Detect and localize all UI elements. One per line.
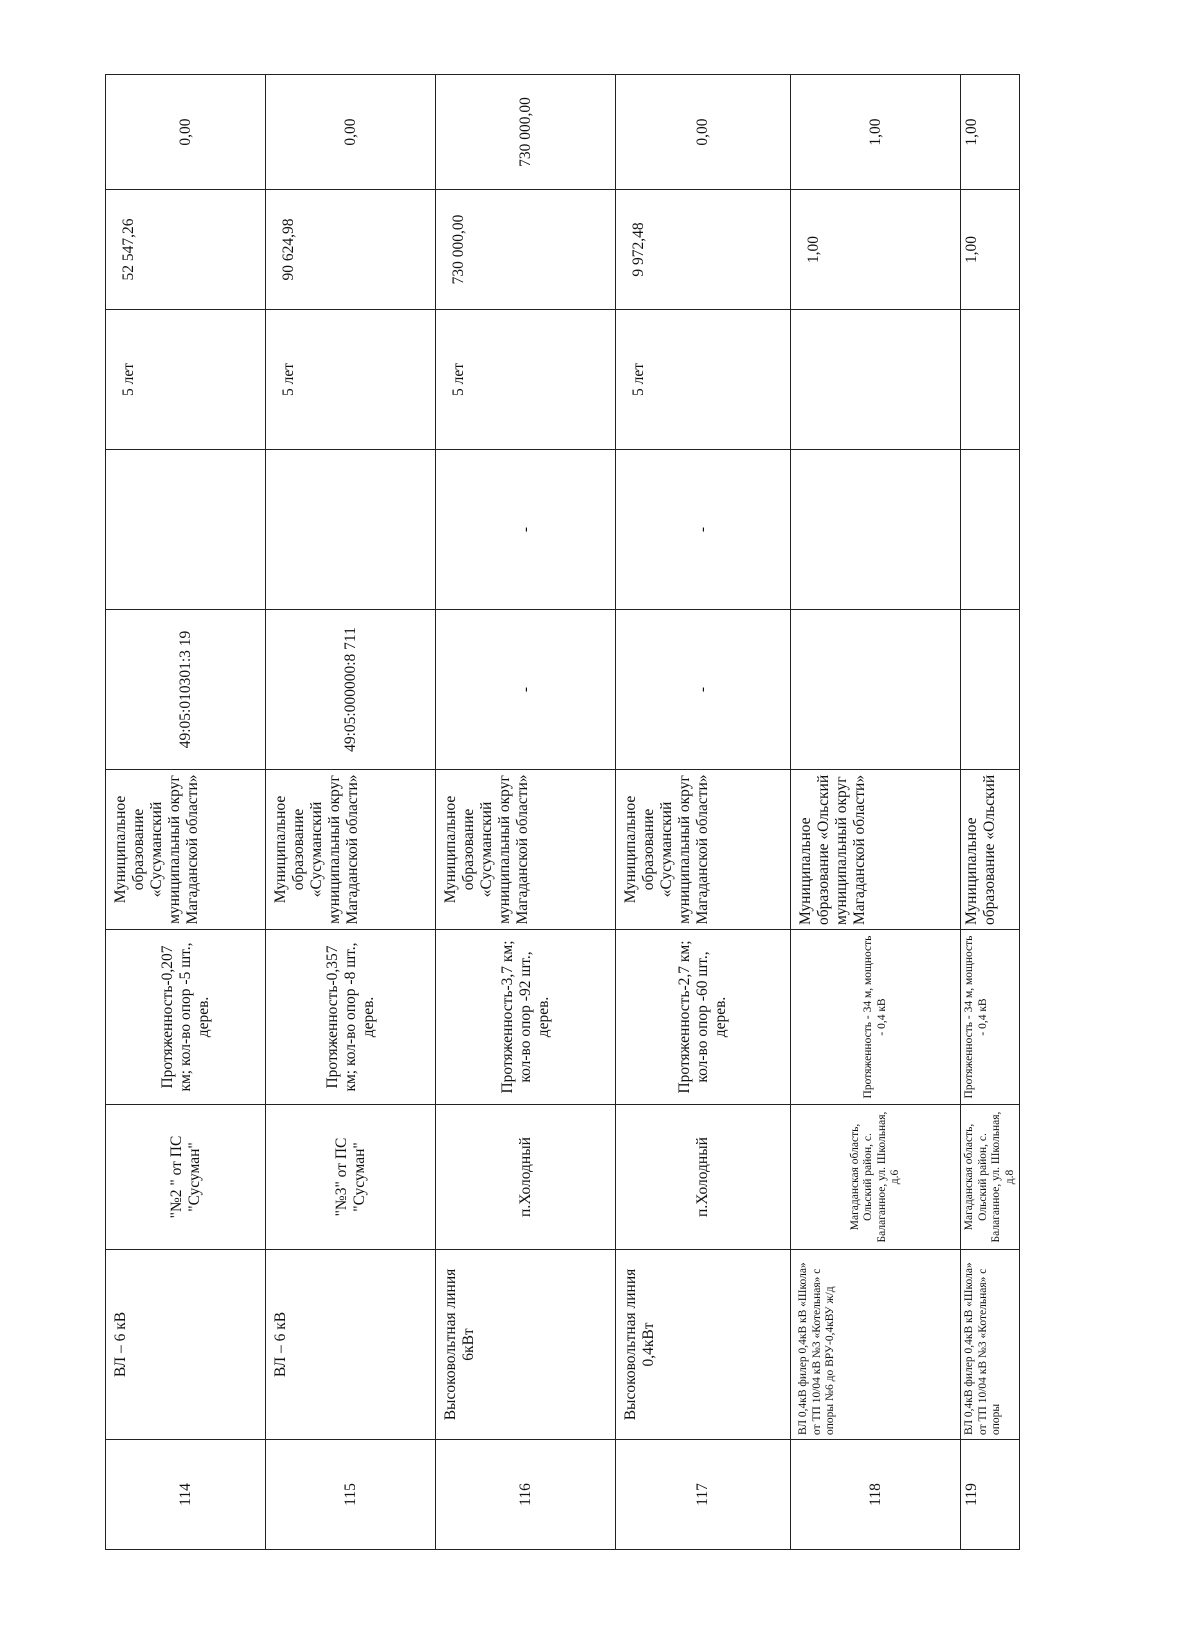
book-value-cell: 730 000,00: [436, 190, 616, 310]
address-cell: п.Холодный: [436, 1105, 616, 1250]
object-name-cell: Высоковольтная линия 0,4кВт: [616, 1250, 791, 1440]
owner-cell: Муниципальное образование «Ольский муниципальный округ Магаданской области»: [791, 770, 961, 930]
book-value-cell: 52 547,26: [106, 190, 266, 310]
cadastral-number-cell: [791, 610, 961, 770]
cadastral-number-cell: [961, 610, 1020, 770]
owner-cell: Муниципальное образование «Сусуманский муниципальный округ Магаданской области»: [616, 770, 791, 930]
owner-cell: Муниципальное образование «Сусуманский муниципальный округ Магаданской области»: [266, 770, 436, 930]
empty-cell-cell: [266, 450, 436, 610]
object-name-cell: Высоковольтная линия 6кВт: [436, 1250, 616, 1440]
empty-cell-cell: -: [616, 450, 791, 610]
row-number-cell: 117: [616, 1440, 791, 1550]
row-number-cell: 119: [961, 1440, 1020, 1550]
term-cell: 5 лет: [436, 310, 616, 450]
row-number-cell: 114: [106, 1440, 266, 1550]
table-row: [961, 75, 1020, 1550]
book-value-cell: 1,00: [791, 190, 961, 310]
residual-value-cell: 1,00: [961, 75, 1020, 190]
cadastral-number-cell: -: [436, 610, 616, 770]
row-number-cell: 118: [791, 1440, 961, 1550]
address-cell: п.Холодный: [616, 1105, 791, 1250]
residual-value-cell: 730 000,00: [436, 75, 616, 190]
book-value-cell: 90 624,98: [266, 190, 436, 310]
term-cell: [791, 310, 961, 450]
characteristics-cell: Протяженность-0,207 км; кол-во опор -5 шт., дерев.: [106, 930, 266, 1105]
table-row: [266, 75, 436, 1550]
book-value-cell: 9 972,48: [616, 190, 791, 310]
book-value-cell: 1,00: [961, 190, 1020, 310]
cadastral-number-cell: 49:05:000000:8 711: [266, 610, 436, 770]
residual-value-cell: 1,00: [791, 75, 961, 190]
object-name-cell: ВЛ – 6 кВ: [106, 1250, 266, 1440]
cadastral-number-cell: 49:05:010301:3 19: [106, 610, 266, 770]
empty-cell-cell: [106, 450, 266, 610]
table-row: [106, 75, 266, 1550]
characteristics-cell: Протяженность-0,357 км; кол-во опор -8 шт., дерев.: [266, 930, 436, 1105]
term-cell: 5 лет: [106, 310, 266, 450]
empty-cell-cell: [791, 450, 961, 610]
object-name-cell: ВЛ 0,4кВ филер 0,4кВ кВ «Школа» от ТП 10/04 кВ №3 «Котельная» с опоры №6 до ВРУ-0,4кВУ ж/д: [791, 1250, 961, 1440]
residual-value-cell: 0,00: [266, 75, 436, 190]
residual-value-cell: 0,00: [106, 75, 266, 190]
cadastral-number-cell: -: [616, 610, 791, 770]
address-cell: Магаданская область, Ольский район, с. Балаганное, ул. Школьная, д.8: [961, 1105, 1020, 1250]
address-cell: "№2 " от ПС "Сусуман": [106, 1105, 266, 1250]
empty-cell-cell: -: [436, 450, 616, 610]
term-cell: 5 лет: [266, 310, 436, 450]
object-name-cell: ВЛ – 6 кВ: [266, 1250, 436, 1440]
characteristics-cell: Протяженность-2,7 км; кол-во опор -60 шт., дерев.: [616, 930, 791, 1105]
row-number-cell: 115: [266, 1440, 436, 1550]
characteristics-cell: Протяженность - 34 м, мощность - 0,4 кВ: [791, 930, 961, 1105]
property-table: [105, 74, 1020, 1550]
characteristics-cell: Протяженность-3,7 км; кол-во опор -92 шт., дерев.: [436, 930, 616, 1105]
term-cell: 5 лет: [616, 310, 791, 450]
rotated-table-page: [105, 75, 1015, 1550]
address-cell: "№3" от ПС "Сусуман": [266, 1105, 436, 1250]
owner-cell: Муниципальное образование «Сусуманский муниципальный округ Магаданской области»: [106, 770, 266, 930]
address-cell: Магаданская область, Ольский район, с. Балаганное, ул. Школьная, д.6: [791, 1105, 961, 1250]
owner-cell: Муниципальное образование «Сусуманский муниципальный округ Магаданской области»: [436, 770, 616, 930]
table-row: [616, 75, 791, 1550]
row-number-cell: 116: [436, 1440, 616, 1550]
characteristics-cell: Протяженность - 34 м, мощность - 0,4 кВ: [961, 930, 1020, 1105]
empty-cell-cell: [961, 450, 1020, 610]
term-cell: [961, 310, 1020, 450]
owner-cell: Муниципальное образование «Ольский: [961, 770, 1020, 930]
object-name-cell: ВЛ 0,4кВ филер 0,4кВ кВ «Школа» от ТП 10/04 кВ №3 «Котельная» с опоры: [961, 1250, 1020, 1440]
table-row: [791, 75, 961, 1550]
residual-value-cell: 0,00: [616, 75, 791, 190]
table-row: [436, 75, 616, 1550]
